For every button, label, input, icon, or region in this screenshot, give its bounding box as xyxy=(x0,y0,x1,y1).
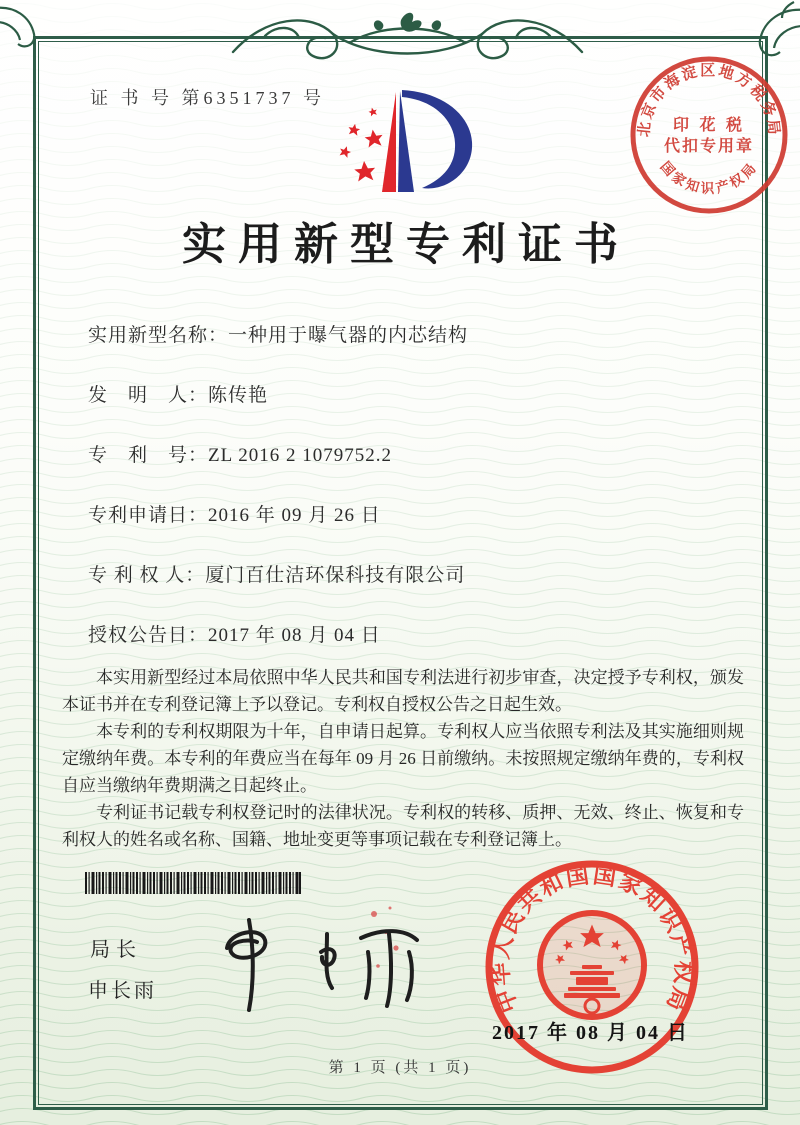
tax-seal-top-arc-text: 北京市海淀区地方税务局 xyxy=(635,62,783,138)
field-utility-model-name xyxy=(88,320,468,380)
field-inventor xyxy=(88,380,468,440)
tax-withholding-seal-icon xyxy=(624,50,794,220)
legal-paragraph-1: 本实用新型经过本局依照中华人民共和国专利法进行初步审查，决定授予专利权，颁发本证书并在专利登记簿上予以登记。专利权自授权公告之日起生效。 xyxy=(62,668,744,714)
svg-text:国家知识产权局 xyxy=(657,158,760,196)
top-left-border-ornament-icon xyxy=(0,0,42,52)
field-value: ZL 2016 2 1079752.2 xyxy=(208,445,393,466)
tax-seal-bottom-arc-text: 国家知识产权局 xyxy=(657,158,761,196)
tax-seal-center-line1: 印 花 税 xyxy=(673,117,745,134)
legal-text-block xyxy=(62,664,744,853)
authority-seal-arc-text: 中华人民共和国国家知识产权局 xyxy=(486,861,698,1017)
legal-paragraph-2: 本专利的专利权期限为十年，自申请日起算。专利权人应当依照专利法及其实施细则规定缴纳年费。本专利的年费应当在每年 09 月 26 日前缴纳。未按照规定缴纳年费的，专利权自应当缴纳年费期满之日起终止。 xyxy=(62,722,744,795)
field-patent-number xyxy=(88,440,468,500)
page-footer: 第 1 页 (共 1 页) xyxy=(328,1060,472,1076)
authority-seal-icon xyxy=(478,853,706,1081)
field-patentee xyxy=(88,560,468,620)
field-label: 实用新型名称： xyxy=(88,325,229,346)
cnipa-logo-icon xyxy=(330,80,490,204)
field-value: 厦门百仕洁环保科技有限公司 xyxy=(205,565,466,586)
barcode-image xyxy=(85,872,301,894)
director-signature xyxy=(203,908,423,1018)
national-emblem-icon xyxy=(540,913,644,1017)
field-label: 专 利 号： xyxy=(88,445,209,466)
field-label: 发 明 人： xyxy=(88,385,209,406)
field-value: 一种用于曝气器的内芯结构 xyxy=(228,325,469,346)
field-label: 授权公告日： xyxy=(88,625,209,646)
field-value: 2017 年 08 月 04 日 xyxy=(208,625,381,646)
legal-paragraph-3: 专利证书记载专利权登记时的法律状况。专利权的转移、质押、无效、终止、恢复和专利权人的姓名或名称、国籍、地址变更等事项记载在专利登记簿上。 xyxy=(62,803,744,849)
tax-seal-center-line2: 代扣专用章 xyxy=(663,138,755,155)
field-application-date xyxy=(88,500,468,560)
certificate-fields xyxy=(88,320,468,680)
certificate-title: 实用新型专利证书 xyxy=(182,220,630,269)
signer-name: 申长雨 xyxy=(88,980,157,1002)
field-value: 2016 年 09 月 26 日 xyxy=(208,505,381,526)
signer-title: 局长 xyxy=(90,939,142,961)
certificate-number: 证 书 号 第6351737 号 xyxy=(90,88,325,108)
field-label: 专利申请日： xyxy=(88,505,209,526)
top-border-ornament-icon xyxy=(225,8,590,74)
issue-date: 2017 年 08 月 04 日 xyxy=(492,1022,689,1044)
field-value: 陈传艳 xyxy=(208,385,269,406)
field-label: 专 利 权 人： xyxy=(88,565,206,586)
